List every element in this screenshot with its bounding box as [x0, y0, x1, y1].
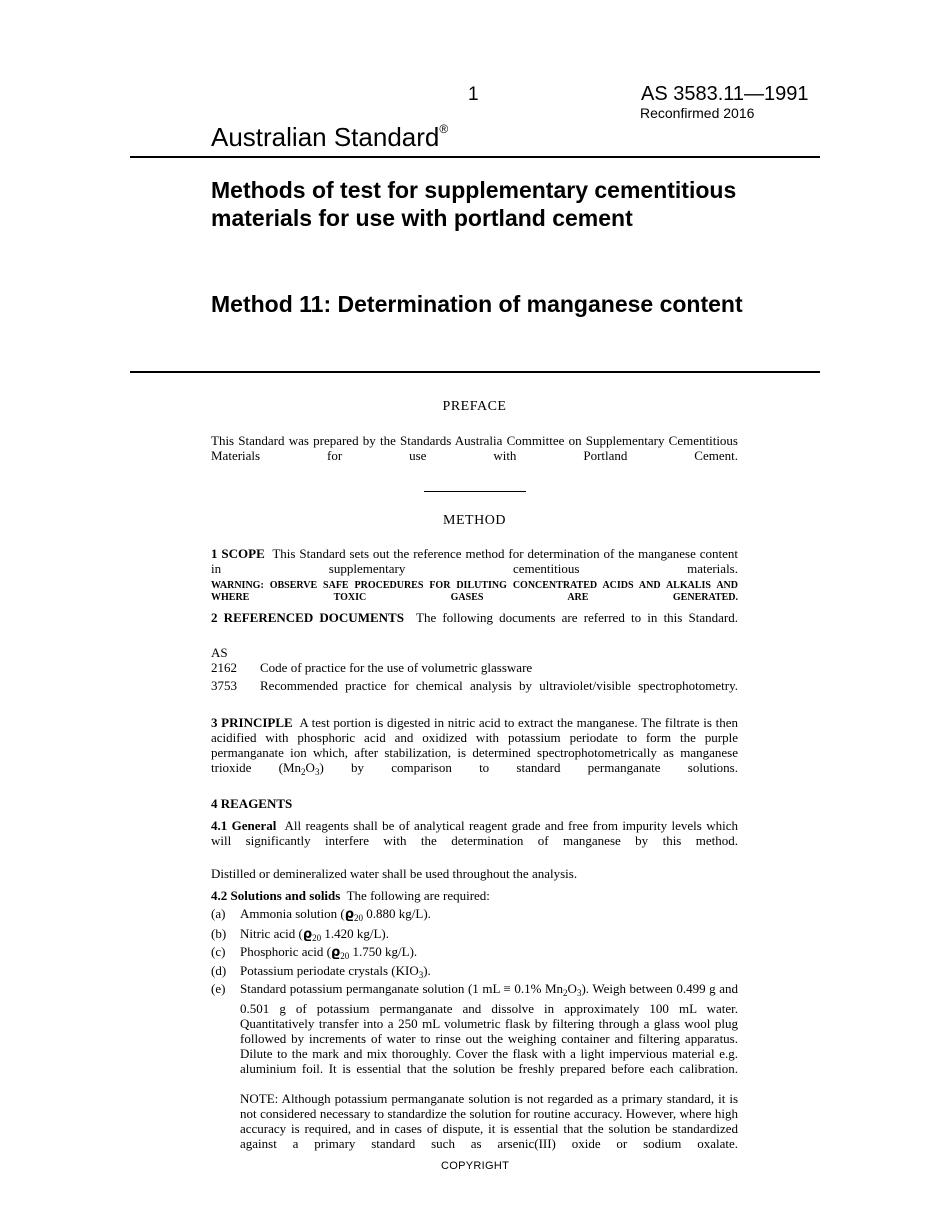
top-divider — [130, 156, 820, 158]
referenced-text: The following documents are referred to in this Standard. — [416, 610, 738, 625]
item-value: 1.750 kg/L). — [349, 944, 418, 959]
density-subscript: 20 — [340, 951, 350, 961]
item-label: (a) — [211, 906, 226, 921]
scope-warning: WARNING: OBSERVE SAFE PROCEDURES FOR DILUTING CONCENTRATED ACIDS AND ALKALIS AND WHERE TOXIC GASES ARE GENERATED. — [211, 580, 738, 603]
density-symbol: ϱ — [330, 945, 341, 960]
general-heading: 4.1 General — [211, 818, 277, 833]
density-subscript: 20 — [312, 933, 322, 943]
principle-text: A test portion is digested in nitric acid to extract the manganese. The filtrate is then acidified with phosphoric acid and oxidized with potassium periodate to form the purple permanganate ion which, after stabilization, is determined spectrophotometrically as manganese trioxide (Mn — [211, 715, 738, 775]
list-item — [240, 944, 738, 964]
principle-heading: 3 PRINCIPLE — [211, 715, 293, 730]
density-symbol: ϱ — [302, 927, 313, 942]
list-item — [240, 981, 738, 1076]
list-item — [240, 906, 738, 926]
doc-code: 2162 — [211, 660, 237, 675]
item-text: Phosphoric acid ( — [240, 944, 331, 959]
subscript: 2 — [301, 767, 306, 777]
doc-title: Recommended practice for chemical analysis by ultraviolet/visible spectrophotometry. — [260, 678, 738, 693]
registered-mark: ® — [439, 122, 449, 136]
method-heading: METHOD — [443, 513, 506, 528]
formula-part: O — [567, 981, 577, 996]
solutions-section — [211, 888, 738, 903]
doc-code: 3753 — [211, 678, 237, 693]
water-text: Distilled or demineralized water shall be used throughout the analysis. — [211, 866, 578, 881]
principle-section — [211, 715, 738, 780]
subscript: 3 — [418, 970, 424, 980]
item-text: Standard potassium permanganate solution (1 mL ≡ 0.1% Mn — [240, 981, 564, 996]
brand-title — [211, 122, 448, 153]
subscript: 3 — [314, 767, 320, 777]
scope-heading: 1 SCOPE — [211, 546, 265, 561]
item-text: Ammonia solution ( — [240, 906, 345, 921]
copyright-footer: COPYRIGHT — [441, 1160, 510, 1172]
doc-title: Code of practice for the use of volumetric glassware — [260, 660, 533, 675]
referenced-section — [211, 610, 738, 625]
general-section — [211, 818, 738, 848]
preface-heading: PREFACE — [442, 399, 507, 414]
page-number: 1 — [468, 84, 479, 105]
brand-name: Australian Standard — [211, 122, 440, 152]
standard-code: AS 3583.11—1991 — [641, 83, 809, 105]
subscript: 3 — [576, 988, 582, 998]
reagent-note: NOTE: Although potassium permanganate solution is not regarded as a primary standard, it is not considered necessary to standardize the solution for routine accuracy. However, where high accuracy is required, and in cases of dispute, it is essential that the solution be standardized against a primary standard such as arsenic(III) oxide or sodium oxalate. — [240, 1091, 738, 1151]
item-value: 0.880 kg/L). — [363, 906, 431, 921]
item-text: Nitric acid ( — [240, 926, 303, 941]
item-value: 1.420 kg/L). — [321, 926, 390, 941]
item-label: (d) — [211, 963, 227, 978]
scope-text: This Standard sets out the reference method for determination of the manganese content in supplementary cementitious materials. — [211, 546, 739, 576]
item-text-end: ). Weigh between 0.499 g and 0.501 g of potassium permanganate and dissolve in approximately 100 mL water. Quantitatively transfer into a 250 mL volumetric flask by filtering through a glass wool plug followed by increments of water to rinse out the weighing container and filtering apparatus. Dilute to the mark and mix thoroughly. Cover the flask with a light impervious material e.g. aluminium foil. It is essential that the solution be freshly prepared before each calibration. — [240, 981, 738, 1076]
reconfirmed-date: Reconfirmed 2016 — [640, 105, 755, 121]
density-symbol: ϱ — [344, 907, 355, 922]
general-text: All reagents shall be of analytical reagent grade and free from impurity levels which will significantly interfere with the determination of manganese by this method. — [211, 818, 738, 848]
list-item — [240, 963, 738, 983]
list-item — [240, 926, 738, 946]
reagents-heading: 4 REAGENTS — [211, 796, 293, 811]
method-title: Method 11: Determination of manganese content — [211, 291, 743, 317]
item-label: (c) — [211, 944, 226, 959]
preface-text: This Standard was prepared by the Standards Australia Committee on Supplementary Cementitious Materials for use with Portland Cement. — [211, 433, 738, 463]
section-divider — [424, 491, 526, 492]
title-divider — [130, 371, 820, 373]
referenced-prefix: AS — [211, 645, 228, 660]
item-text: Potassium periodate crystals (KIO — [240, 963, 419, 978]
item-label: (e) — [211, 981, 226, 996]
formula-part: O — [305, 760, 315, 775]
item-text-end: ). — [423, 963, 431, 978]
subscript: 2 — [563, 988, 568, 998]
density-subscript: 20 — [354, 913, 364, 923]
item-label: (b) — [211, 926, 227, 941]
referenced-heading: 2 REFERENCED DOCUMENTS — [211, 610, 404, 625]
principle-text-end: ) by comparison to standard permanganate solutions. — [319, 760, 738, 775]
solutions-text: The following are required: — [346, 888, 490, 903]
document-title: Methods of test for supplementary cementitious materials for use with portland cement — [211, 177, 737, 231]
solutions-heading: 4.2 Solutions and solids — [211, 888, 341, 903]
scope-section — [211, 546, 738, 576]
